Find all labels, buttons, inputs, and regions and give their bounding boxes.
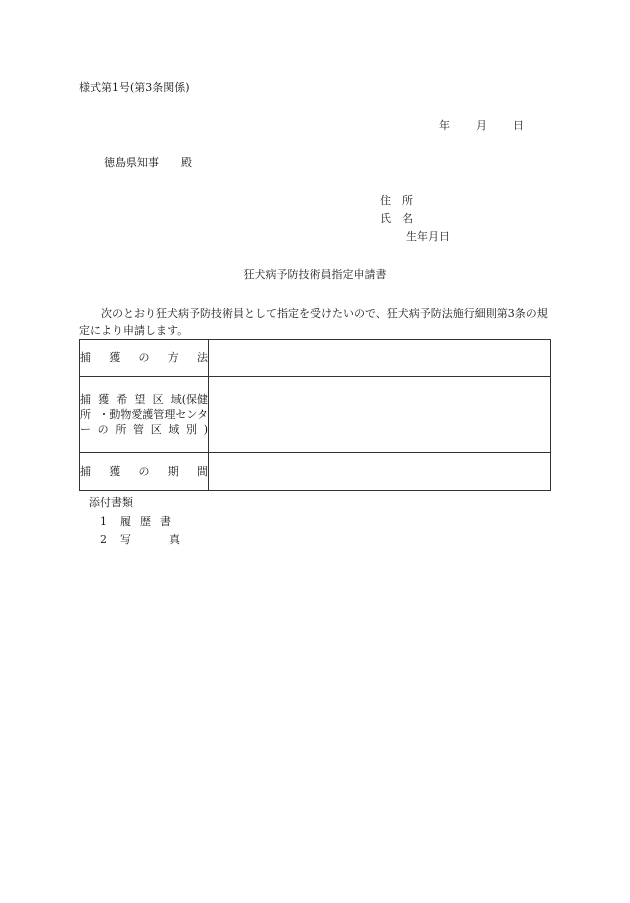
- capture-method-label: [80, 340, 209, 377]
- addressee-name: 徳島県知事: [104, 156, 159, 169]
- capture-area-field[interactable]: [209, 377, 551, 453]
- label-char: の: [138, 351, 150, 364]
- label-char: 管: [133, 423, 145, 436]
- capture-area-label: [80, 377, 209, 453]
- attachment-number: 1: [100, 515, 107, 528]
- date-year: 年: [439, 119, 450, 132]
- table-row-capture-area: [80, 377, 551, 453]
- capture-period-label: [80, 453, 209, 491]
- attachment-label: 履 歴 書: [120, 515, 171, 528]
- label-char: 別: [186, 423, 198, 436]
- label-char: 所: [115, 423, 127, 436]
- label-char: 間: [197, 464, 208, 478]
- application-table: [79, 339, 551, 491]
- label-char: ): [203, 423, 208, 436]
- label-char: 捕: [80, 464, 91, 478]
- attachment-item: [100, 515, 171, 529]
- label-char: ー: [80, 423, 91, 436]
- label-char: 期: [167, 464, 179, 478]
- label-char: 捕: [80, 351, 91, 364]
- label-char: の: [138, 464, 150, 478]
- label-char: 区: [152, 393, 164, 406]
- attachment-label: 写 真: [120, 533, 180, 546]
- capture-method-field[interactable]: [209, 340, 551, 377]
- applicant-address-label: 住 所: [380, 194, 413, 207]
- label-char: 獲: [109, 351, 121, 364]
- label-char: 方: [167, 351, 179, 364]
- label-char: 所: [80, 408, 91, 421]
- label-char: 望: [134, 393, 146, 406]
- label-char: ・動物愛護管理センタ: [98, 408, 208, 421]
- addressee: [104, 156, 192, 170]
- label-char: 法: [197, 351, 208, 364]
- label-char: 希: [116, 393, 128, 406]
- label-char: 獲: [109, 464, 121, 478]
- date-month: 月: [476, 119, 487, 132]
- label-char: 域(保健: [170, 393, 208, 406]
- capture-period-field[interactable]: [209, 453, 551, 491]
- label-char: 獲: [98, 393, 110, 406]
- applicant-name-label: 氏 名: [380, 212, 413, 225]
- date-line: [439, 119, 524, 133]
- addressee-honorific: 殿: [181, 156, 192, 169]
- document-title: 狂犬病予防技術員指定申請書: [243, 268, 387, 281]
- label-char: 捕: [80, 393, 91, 406]
- attachment-item: [100, 533, 180, 547]
- form-number: 様式第1号(第3条関係): [79, 81, 190, 94]
- label-char: 域: [168, 423, 180, 436]
- table-row-capture-method: [80, 340, 551, 377]
- table-row-capture-period: [80, 453, 551, 491]
- body-paragraph: [79, 305, 551, 339]
- label-char: の: [97, 423, 109, 436]
- label-char: 区: [150, 423, 162, 436]
- body-text: 次のとおり狂犬病予防技術員として指定を受けたいので、狂犬病予防法施行細則第3条の規定により申請します。: [79, 307, 548, 337]
- applicant-dob-label: 生年月日: [406, 230, 450, 243]
- attachments-title: 添付書類: [89, 496, 133, 509]
- attachment-number: 2: [100, 533, 107, 546]
- date-day: 日: [513, 119, 524, 132]
